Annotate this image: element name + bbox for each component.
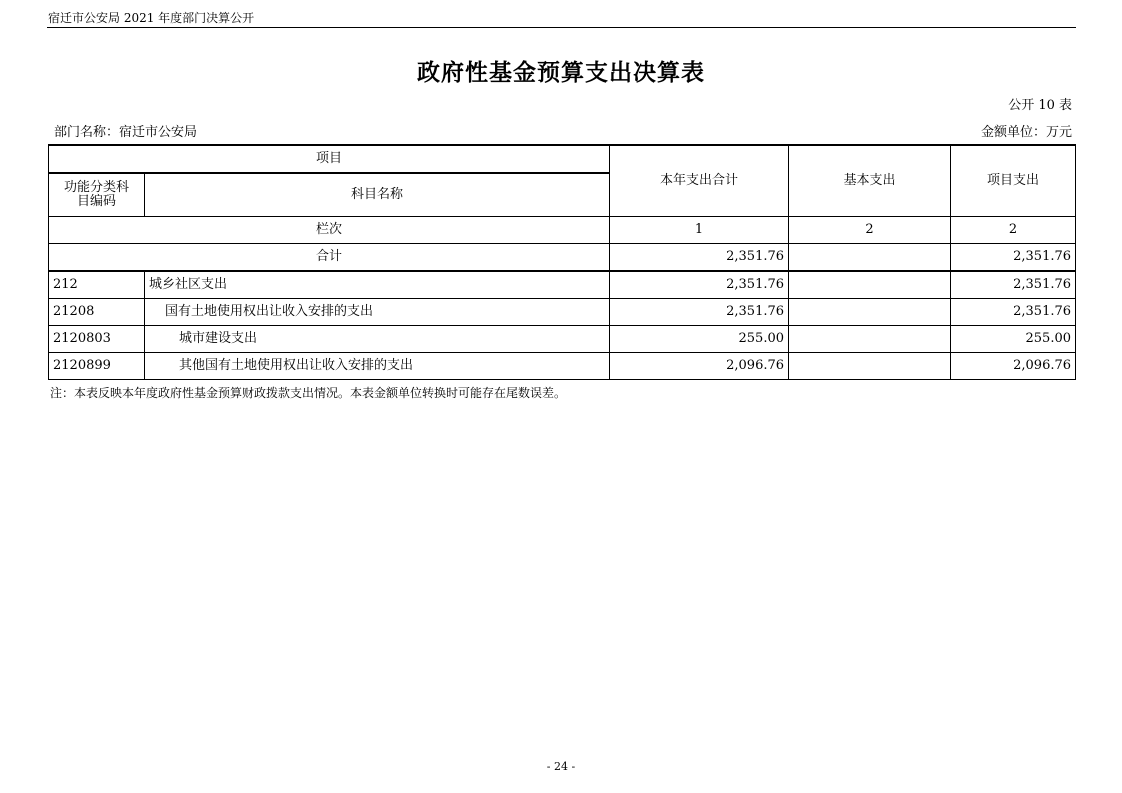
row-code: 212 (49, 271, 145, 299)
func-code-header: 功能分类科目编码 (49, 173, 145, 217)
header-row-1 (49, 145, 1076, 173)
row-total: 255.00 (610, 326, 789, 353)
row-project: 2,096.76 (951, 353, 1076, 380)
column-index-row (49, 217, 1076, 244)
table-note: 注：本表反映本年度政府性基金预算财政拨款支出情况。本表金额单位转换时可能存在尾数误差。 (50, 386, 567, 400)
row-basic (789, 299, 951, 326)
table-row (49, 271, 1076, 299)
row-name: 其他国有土地使用权出让收入安排的支出 (145, 353, 610, 380)
header-divider (47, 27, 1076, 28)
column-index-2: 2 (789, 217, 951, 244)
table-row (49, 353, 1076, 380)
project-header: 项目支出 (951, 145, 1076, 217)
row-name: 城乡社区支出 (145, 271, 610, 299)
total-amount: 2,351.76 (610, 244, 789, 272)
page-header: 宿迁市公安局 2021 年度部门决算公开 (48, 11, 255, 25)
row-code: 2120803 (49, 326, 145, 353)
amount-unit: 金额单位：万元 (980, 125, 1072, 140)
row-code: 2120899 (49, 353, 145, 380)
total-project: 2,351.76 (951, 244, 1076, 272)
row-project: 2,351.76 (951, 299, 1076, 326)
basic-header: 基本支出 (789, 145, 951, 217)
page-title: 政府性基金预算支出决算表 (417, 60, 705, 86)
table-row (49, 299, 1076, 326)
row-project: 2,351.76 (951, 271, 1076, 299)
row-name: 国有土地使用权出让收入安排的支出 (145, 299, 610, 326)
column-index-1: 1 (610, 217, 789, 244)
total-row (49, 244, 1076, 272)
row-project: 255.00 (951, 326, 1076, 353)
table-row (49, 326, 1076, 353)
row-total: 2,351.76 (610, 299, 789, 326)
row-basic (789, 353, 951, 380)
row-total: 2,351.76 (610, 271, 789, 299)
row-total: 2,096.76 (610, 353, 789, 380)
item-header: 项目 (49, 145, 610, 173)
row-code: 21208 (49, 299, 145, 326)
page-number: - 24 - (546, 760, 576, 773)
total-header: 本年支出合计 (610, 145, 789, 217)
subject-name-header: 科目名称 (145, 173, 610, 217)
department-name: 部门名称：宿迁市公安局 (54, 125, 198, 140)
expenditure-table (48, 144, 1076, 380)
row-name: 城市建设支出 (145, 326, 610, 353)
table-code: 公开 10 表 (1008, 98, 1072, 113)
row-basic (789, 326, 951, 353)
row-basic (789, 271, 951, 299)
total-label: 合计 (49, 244, 610, 272)
column-index-3: 2 (951, 217, 1076, 244)
column-index-label: 栏次 (49, 217, 610, 244)
total-basic (789, 244, 951, 272)
